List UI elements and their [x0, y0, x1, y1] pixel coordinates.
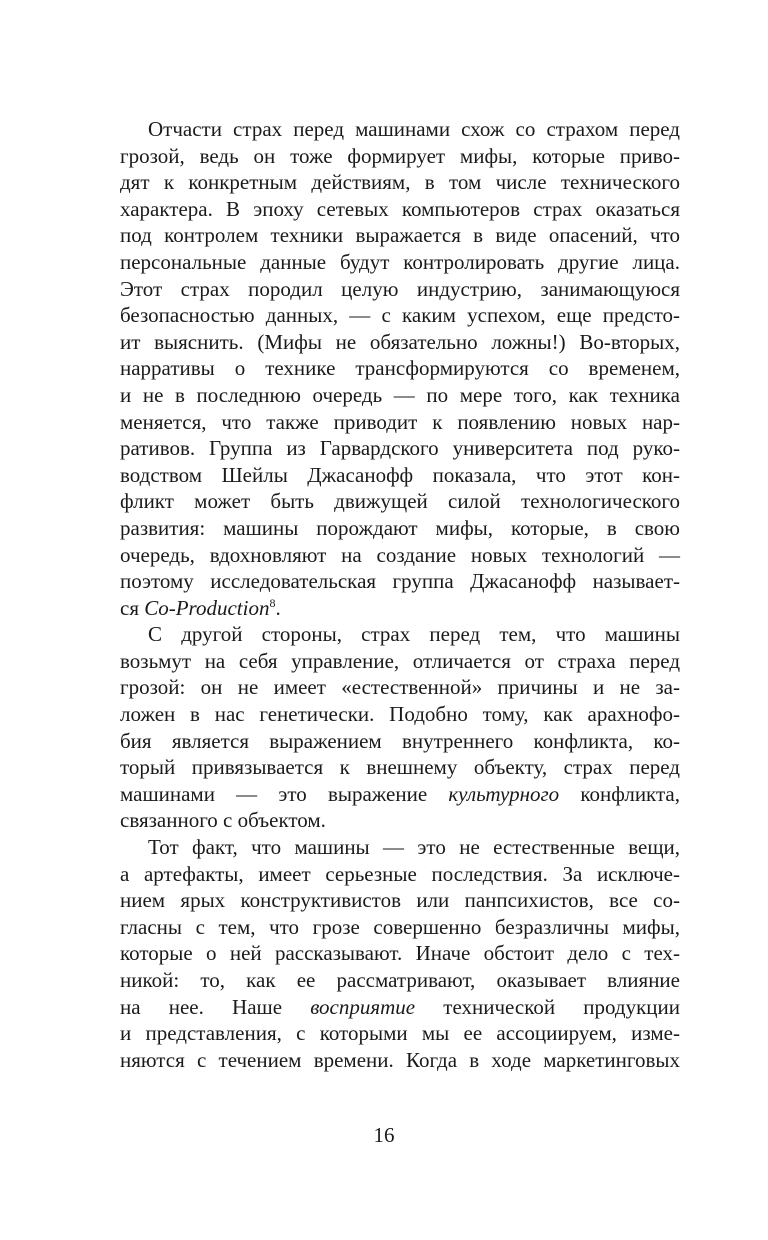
paragraph-1-line-18: поэтому исследовательская группа Джасанофф называет-: [120, 569, 680, 594]
footnote-reference[interactable]: 8: [269, 595, 276, 610]
paragraph-1-line-3: дят к конкретным действиям, в том числе технического: [120, 170, 680, 195]
paragraph-1-line-1: Отчасти страх перед машинами схож со страхом перед: [148, 117, 680, 141]
page-number: 16: [373, 1123, 395, 1147]
paragraph-2-line-6: торый привязывается к внешнему объекту, страх перед: [120, 755, 680, 780]
paragraph-2-line-2: возьмут на себя управление, отличается от страха перед: [120, 648, 680, 673]
paragraph-1-line-7: Этот страх породил целую индустрию, занимающуюся: [120, 276, 680, 301]
paragraph-1-line-10: нарративы о технике трансформируются со временем,: [120, 356, 680, 381]
paragraph-1-line-19-suffix: .: [275, 595, 281, 620]
paragraph-3-line-9: няются с течением времени. Когда в ходе маркетинговых: [120, 1047, 680, 1072]
paragraph-2-line-3: грозой: он не имеет «естественной» причины и не за-: [120, 675, 680, 700]
paragraph-1-line-19: [120, 595, 680, 622]
paragraph-3-line-7: [120, 994, 680, 1021]
paragraph-1-line-8: безопасностью данных, — с каким успехом, еще предсто-: [120, 303, 680, 328]
paragraph-1-line-16: развития: машины порождают мифы, которые, в свою: [120, 515, 680, 540]
paragraph-1-line-17: очередь, вдохновляют на создание новых технологий —: [120, 542, 680, 567]
co-production-term: Co-Production: [144, 595, 270, 620]
paragraph-1-line-19-prefix: ся: [120, 595, 145, 620]
paragraph-3-line-7-suffix: технической продукции: [415, 994, 680, 1019]
paragraph-1-line-5: под контролем техники выражается в виде опасений, что: [120, 223, 680, 248]
paragraph-1-line-13: ративов. Группа из Гарвардского университета под руко-: [120, 436, 680, 461]
paragraph-3-line-8: и представления, с которыми мы ее ассоциируем, изме-: [120, 1021, 680, 1046]
paragraph-2-line-4: ложен в нас генетически. Подобно тому, как арахнофо-: [120, 702, 680, 727]
paragraph-3-line-1: Тот факт, что машины — это не естественные вещи,: [148, 835, 680, 860]
paragraph-1-line-4: характера. В эпоху сетевых компьютеров страх оказаться: [120, 196, 680, 221]
paragraph-1-line-14: водством Шейлы Джасанофф показала, что этот кон-: [120, 462, 680, 487]
paragraph-1-line-2: грозой, ведь он тоже формирует мифы, которые приво-: [120, 143, 680, 168]
paragraph-3-line-4: гласны с тем, что грозе совершенно безразличны мифы,: [120, 914, 680, 939]
paragraph-3-line-7-prefix: на нее. Наше: [120, 994, 311, 1019]
paragraph-2-line-8: связанного с объектом.: [120, 808, 326, 833]
paragraph-3-line-3: нием ярых конструктивистов или панпсихистов, все со-: [120, 888, 680, 913]
paragraph-2-line-7-suffix: конфликта,: [559, 781, 680, 806]
paragraph-2-line-1: С другой стороны, страх перед тем, что машины: [148, 622, 680, 647]
cultural-term: культурного: [448, 781, 560, 806]
body-text: [120, 116, 680, 1073]
paragraph-3-line-2: а артефакты, имеет серьезные последствия. За исключе-: [120, 861, 680, 886]
paragraph-3-line-5: которые о ней рассказывают. Иначе обстоит дело с тех-: [120, 941, 680, 966]
paragraph-1-line-15: фликт может быть движущей силой технологического: [120, 489, 680, 514]
paragraph-1-line-12: меняется, что также приводит к появлению новых нар-: [120, 409, 680, 434]
paragraph-1-line-11: и не в последнюю очередь — по мере того, как техника: [120, 382, 680, 407]
paragraph-1-line-6: персональные данные будут контролировать другие лица.: [120, 249, 680, 274]
paragraph-2-line-7-prefix: машинами — это выражение: [120, 781, 449, 806]
paragraph-1-line-9: ит выяснить. (Мифы не обязательно ложны!) Во-вторых,: [120, 329, 680, 354]
paragraph-2-line-7: [120, 781, 680, 808]
paragraph-3-line-6: никой: то, как ее рассматривают, оказывает влияние: [120, 968, 680, 992]
perception-term: восприятие: [310, 994, 416, 1019]
paragraph-2-line-5: бия является выражением внутреннего конфликта, ко-: [120, 728, 680, 753]
